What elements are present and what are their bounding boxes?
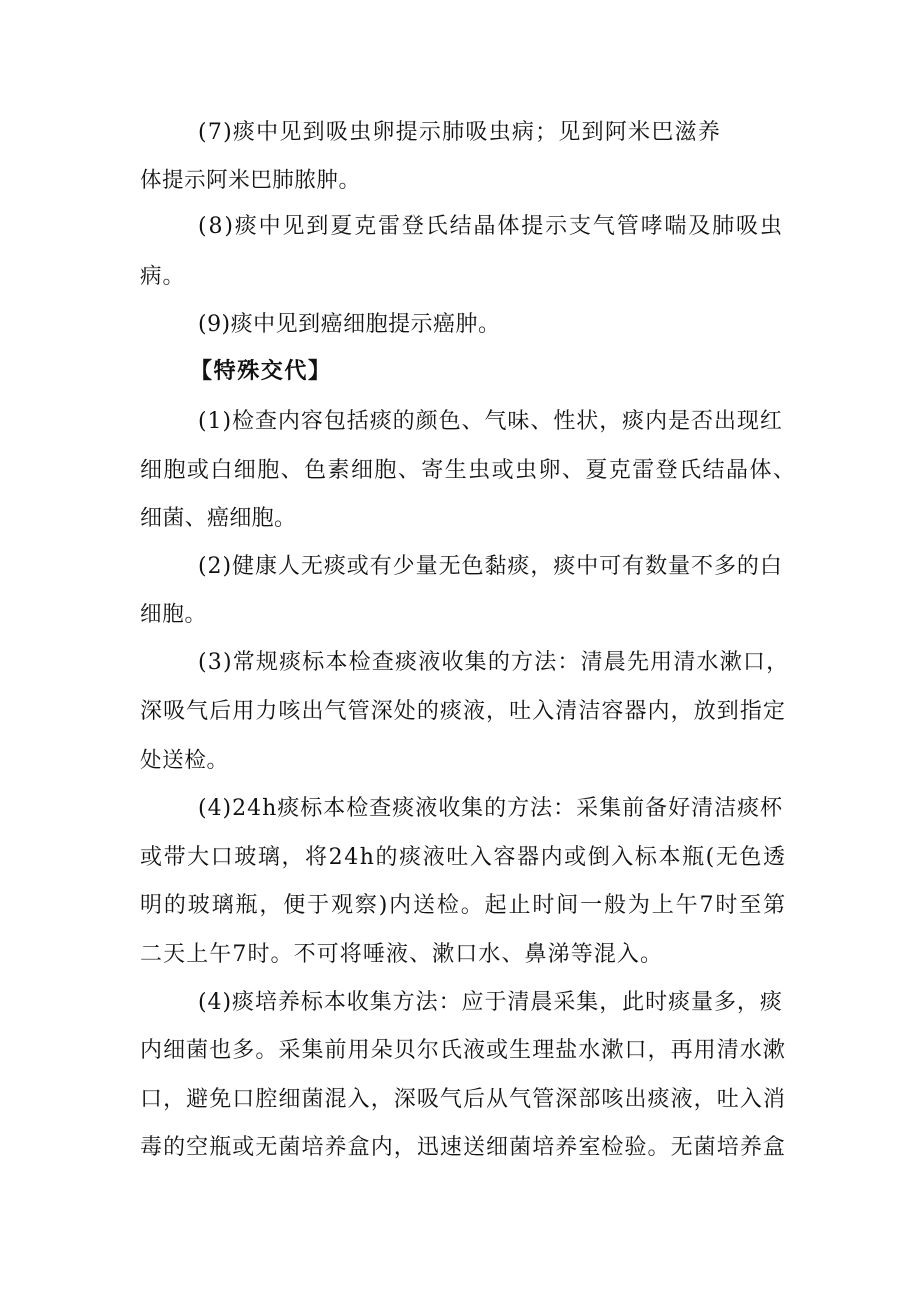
text-line: 细菌、癌细胞。 — [140, 506, 297, 531]
text-line: 处送检。 — [140, 748, 229, 773]
text-line: (9)痰中见到癌细胞提示癌肿。 — [198, 312, 501, 337]
text-line: 病。 — [140, 264, 185, 289]
text-line: 口，避免口腔细菌混入，深吸气后从气管深部咳出痰液，吐入消 — [140, 1087, 786, 1112]
text-line: 二天上午7时。不可将唾液、漱口水、鼻涕等混入。 — [140, 942, 664, 967]
text-line: (3)常规痰标本检查痰液收集的方法：清晨先用清水漱口， — [198, 650, 790, 675]
text-line: (7)痰中见到吸虫卵提示肺吸虫病；见到阿米巴滋养 — [198, 120, 722, 145]
text-line: (4)24h痰标本检查痰液收集的方法：采集前备好清洁痰杯 — [198, 796, 784, 821]
text-line: 或带大口玻璃，将24h的痰液吐入容器内或倒入标本瓶(无色透 — [140, 845, 787, 870]
text-line: 体提示阿米巴肺脓肿。 — [140, 168, 361, 193]
text-line: (4)痰培养标本收集方法：应于清晨采集，此时痰量多，痰 — [198, 990, 783, 1015]
text-line: (1)检查内容包括痰的颜色、气味、性状，痰内是否出现红 — [198, 409, 783, 434]
text-line: 细胞。 — [140, 602, 207, 627]
text-line: 明的玻璃瓶，便于观察)内送检。起止时间一般为上午7时至第 — [140, 893, 787, 918]
text-line: 细胞或白细胞、色素细胞、寄生虫或虫卵、夏克雷登氏结晶体、 — [140, 458, 797, 483]
section-heading: 【特殊交代】 — [190, 359, 332, 384]
text-line: 毒的空瓶或无菌培养盒内，迅速送细菌培养室检验。无菌培养盒 — [140, 1135, 786, 1160]
text-line: 深吸气后用力咳出气管深处的痰液，吐入清洁容器内，放到指定 — [140, 699, 786, 724]
text-line: (8)痰中见到夏克雷登氏结晶体提示支气管哮喘及肺吸虫 — [198, 214, 784, 239]
text-line: 内细菌也多。采集前用朵贝尔氏液或生理盐水漱口，再用清水漱 — [140, 1038, 786, 1063]
text-line: (2)健康人无痰或有少量无色黏痰，痰中可有数量不多的白 — [198, 554, 783, 579]
